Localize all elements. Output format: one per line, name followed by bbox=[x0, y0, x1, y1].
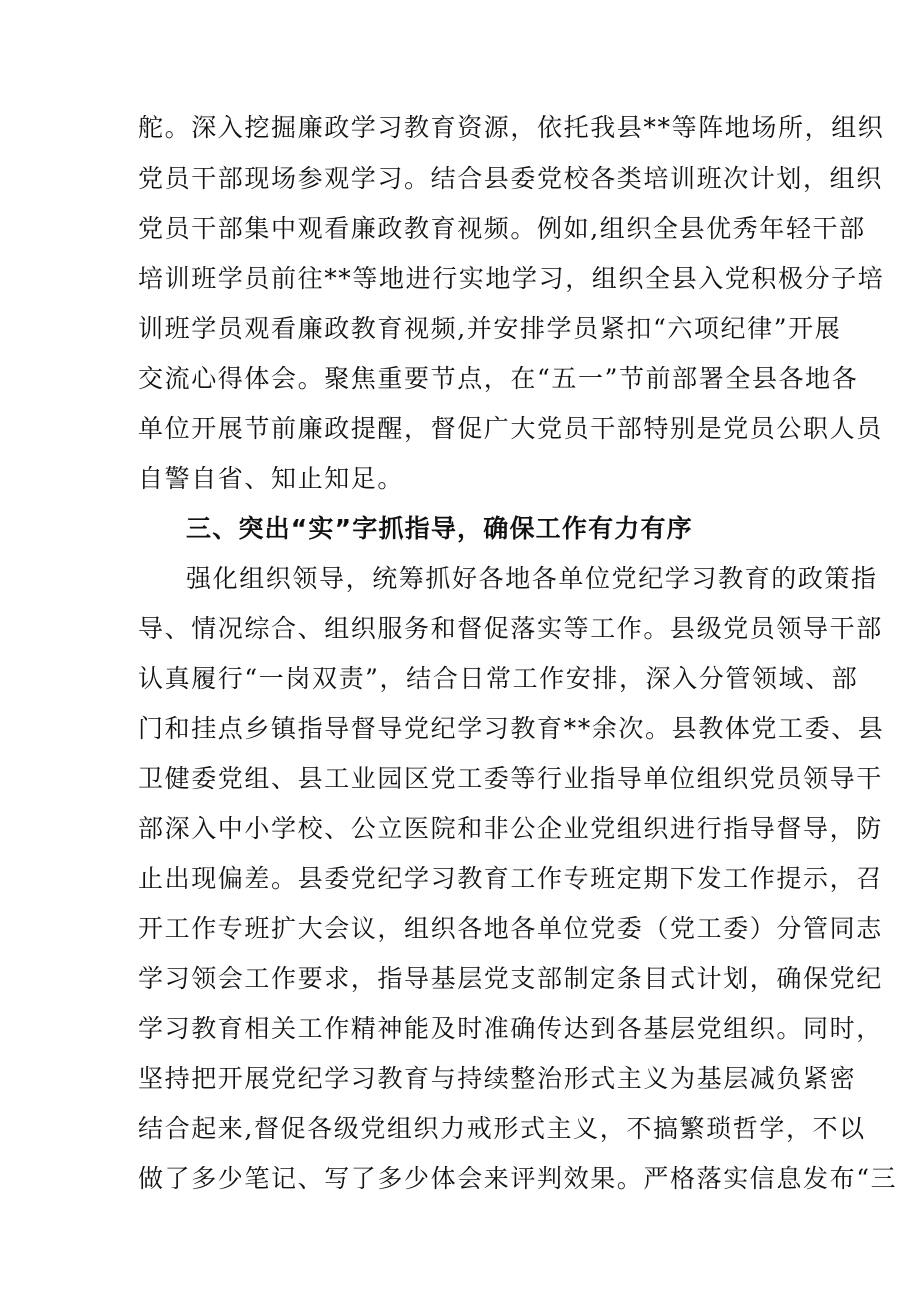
paragraph-line: 训班学员观看廉政教育视频,并安排学员紧扣“六项纪律”开展 bbox=[138, 314, 842, 343]
paragraph-line: 自警自省、知止知足。 bbox=[138, 464, 405, 493]
paragraph-line: 学习领会工作要求，指导基层党支部制定条目式计划，确保党纪 bbox=[138, 964, 883, 993]
paragraph-line: 导、情况综合、组织服务和督促落实等工作。县级党员领导干部 bbox=[138, 614, 883, 643]
paragraph-line: 部深入中小学校、公立医院和非公企业党组织进行指导督导，防 bbox=[138, 814, 883, 843]
paragraph-line: 单位开展节前廉政提醒，督促广大党员干部特别是党员公职人员 bbox=[138, 414, 883, 443]
paragraph-line: 做了多少笔记、写了多少体会来评判效果。严格落实信息发布“三 bbox=[138, 1164, 898, 1193]
paragraph-line: 止出现偏差。县委党纪学习教育工作专班定期下发工作提示，召 bbox=[138, 864, 883, 893]
paragraph-line: 党员干部集中观看廉政教育视频。例如,组织全县优秀年轻干部 bbox=[138, 214, 866, 243]
paragraph-line: 结合起来,督促各级党组织力戒形式主义，不搞繁琐哲学，不以 bbox=[138, 1114, 866, 1143]
paragraph-line: 坚持把开展党纪学习教育与持续整治形式主义为基层减负紧密 bbox=[138, 1064, 857, 1093]
paragraph-line: 培训班学员前往**等地进行实地学习，组织全县入党积极分子培 bbox=[138, 264, 885, 293]
paragraph-line: 舵。深入挖掘廉政学习教育资源，依托我县**等阵地场所，组织 bbox=[138, 113, 885, 142]
paragraph-line: 党员干部现场参观学习。结合县委党校各类培训班次计划，组织 bbox=[138, 164, 883, 193]
paragraph-line: 学习教育相关工作精神能及时准确传达到各基层党组织。同时， bbox=[138, 1014, 883, 1043]
paragraph-line: 交流心得体会。聚焦重要节点，在“五一”节前部署全县各地各 bbox=[138, 364, 859, 393]
paragraph-line: 门和挂点乡镇指导督导党纪学习教育**余次。县教体党工委、县 bbox=[138, 714, 885, 743]
paragraph-line: 开工作专班扩大会议，组织各地各单位党委（党工委）分管同志 bbox=[138, 914, 883, 943]
paragraph-line: 卫健委党组、县工业园区党工委等行业指导单位组织党员领导干 bbox=[138, 764, 883, 793]
section-heading: 三、突出“实”字抓指导，确保工作有力有序 bbox=[186, 514, 693, 543]
paragraph-line: 认真履行“一岗双责”，结合日常工作安排，深入分管领域、部 bbox=[138, 664, 859, 693]
paragraph-line: 强化组织领导，统筹抓好各地各单位党纪学习教育的政策指 bbox=[186, 564, 878, 593]
